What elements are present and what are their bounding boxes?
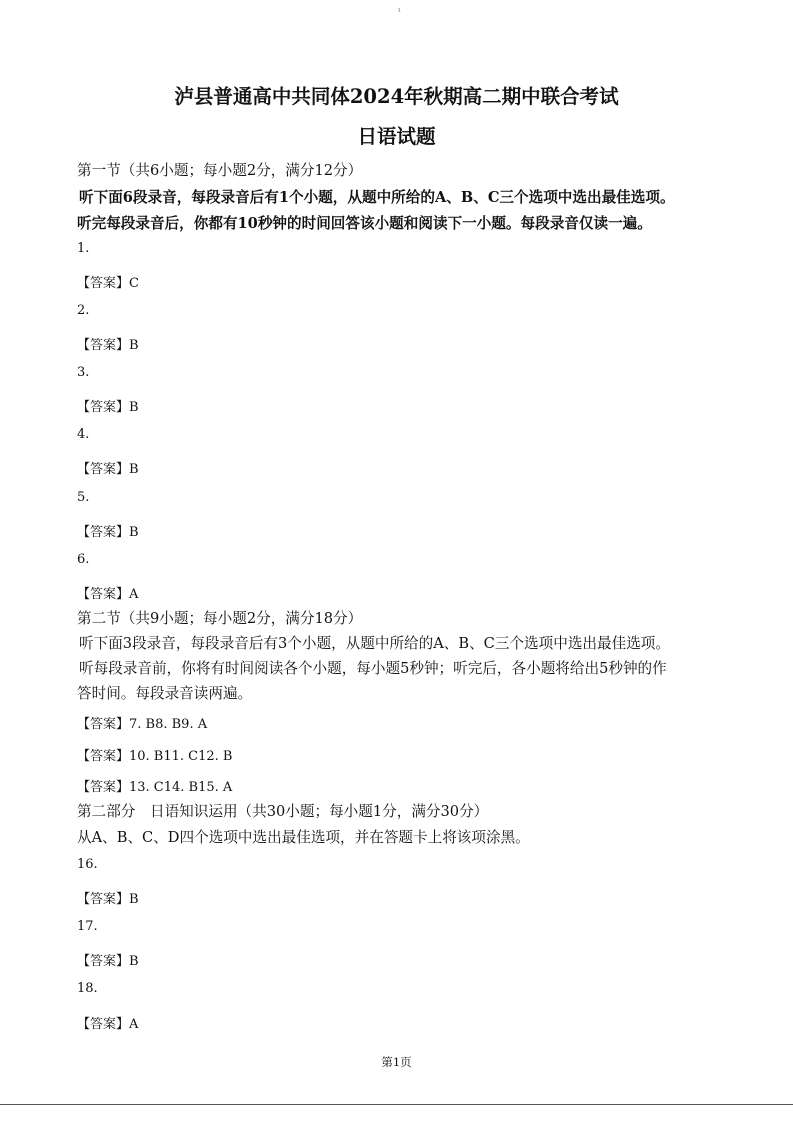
- question-number: 4.: [77, 427, 90, 442]
- answer-line: 【答案】C: [77, 276, 139, 291]
- question-number: 2.: [77, 303, 90, 318]
- question-number: 3.: [77, 365, 90, 380]
- answer-line: 【答案】B: [77, 338, 139, 353]
- section1-instruction-line2: 听完每段录音后，你都有10秒钟的时间回答该小题和阅读下一小题。每段录音仅读一遍。: [77, 215, 652, 232]
- answer-line: 【答案】7. B8. B9. A: [77, 717, 208, 732]
- section2-instruction-line1: 听下面3段录音，每段录音后有3个小题，从题中所给的A、B、C三个选项中选出最佳选项。: [79, 635, 670, 652]
- page-footer: 第1页: [381, 1055, 412, 1069]
- question-number: 16.: [77, 857, 98, 872]
- answer-line: 【答案】B: [77, 525, 139, 540]
- answer-line: 【答案】B: [77, 462, 139, 477]
- question-number: 6.: [77, 552, 90, 567]
- section2-instruction-line2: 听每段录音前，你将有时间阅读各个小题，每小题5秒钟；听完后，各小题将给出5秒钟的作: [79, 660, 667, 677]
- bottom-divider: [0, 1104, 793, 1105]
- question-number: 17.: [77, 919, 98, 934]
- answer-line: 【答案】A: [77, 587, 139, 602]
- answer-line: 【答案】A: [77, 1017, 139, 1032]
- section2-instruction-line3: 答时间。每段录音读两遍。: [77, 685, 253, 702]
- answer-line: 【答案】B: [77, 400, 139, 415]
- question-number: 5.: [77, 490, 90, 505]
- question-number: 1.: [77, 241, 90, 256]
- page-subtitle: 日语试题: [357, 125, 436, 148]
- question-number: 18.: [77, 981, 98, 996]
- part2-heading: 第二部分 日语知识运用（共30小题；每小题1分，满分30分）: [77, 803, 489, 820]
- answer-line: 【答案】13. C14. B15. A: [77, 780, 233, 795]
- answer-line: 【答案】B: [77, 954, 139, 969]
- section1-instruction-line1: 听下面6段录音，每段录音后有1个小题，从题中所给的A、B、C三个选项中选出最佳选项。: [79, 189, 675, 206]
- answer-line: 【答案】10. B11. C12. B: [77, 749, 233, 764]
- section2-heading: 第二节（共9小题；每小题2分，满分18分）: [77, 610, 363, 627]
- page-title: 泸县普通高中共同体2024年秋期高二期中联合考试: [174, 85, 619, 108]
- page-top-mark: ι: [398, 6, 401, 14]
- part2-instruction: 从A、B、C、D四个选项中选出最佳选项，并在答题卡上将该项涂黑。: [77, 829, 530, 846]
- answer-line: 【答案】B: [77, 892, 139, 907]
- section1-heading: 第一节（共6小题；每小题2分，满分12分）: [77, 162, 363, 179]
